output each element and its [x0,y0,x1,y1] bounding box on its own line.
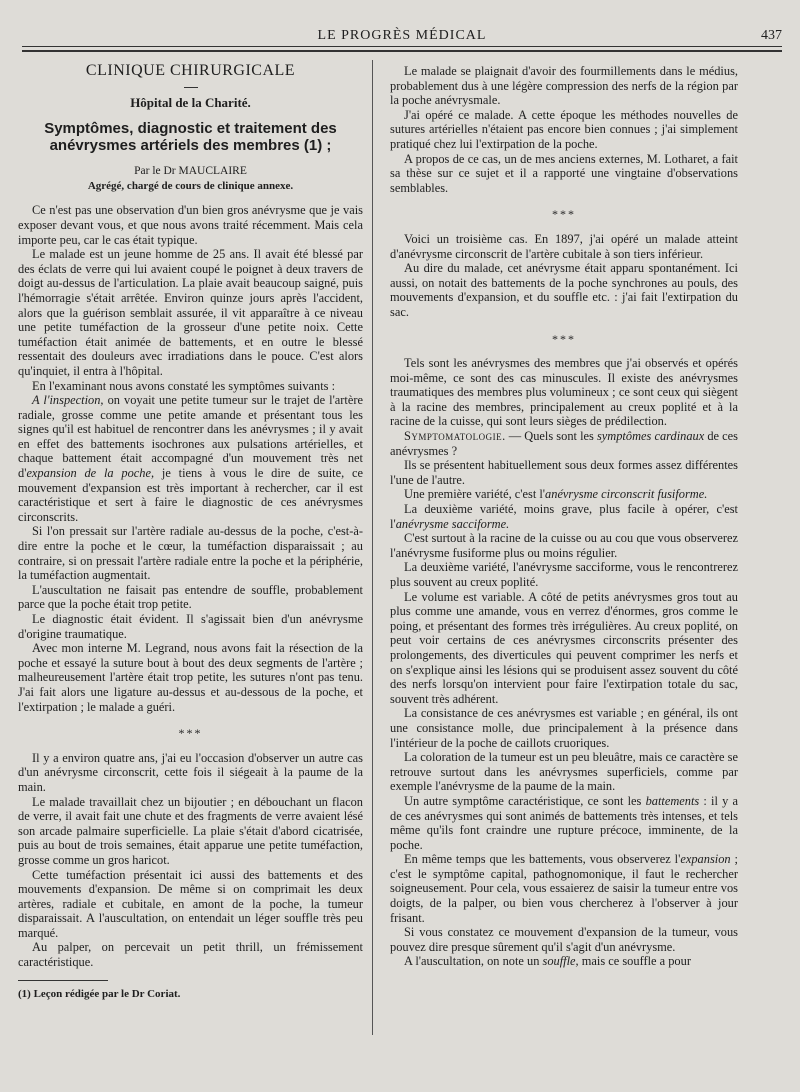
paragraph: Le malade est un jeune homme de 25 ans. Il avait été blessé par des éclats de verre qui lui avaient coupé le poignet à deux travers de doigt au-dessus de l'articulation. La plaie avait beaucoup saigné, puis l'hémorragie s'était arrêtée. Environ quinze jours après l'accident, alors que la guérison semblait assurée, il vit apparaître à ce niveau une petite tuméfaction de la grosseur d'une petite noix. Cette tuméfaction était animée de battements, et en outre le blessé ressentait des douleurs avec irradiations dans le pouce. C'est alors qu'inquiet, il entra à l'hôpital. [18,247,363,378]
hospital-name: Hôpital de la Charité. [130,94,251,110]
paragraph: A propos de ce cas, un de mes anciens externes, M. Lotharet, a fait sa thèse sur ce sujet et il a rapporté une vingtaine d'observations semblables. [390,151,738,195]
paragraph: Voici un troisième cas. En 1897, j'ai opéré un malade atteint d'anévrysme circonscrit de l'artère cubitale à son tiers inférieur. [390,231,738,261]
text: En même temps que les battements, vous observerez l' [404,852,681,867]
left-column [18,58,363,1001]
paragraph: Si vous constatez ce mouvement d'expansion de la tumeur, vous pouvez dire presque sûrement qu'il s'agit d'un anévrysme. [390,925,738,954]
article-title: Symptômes, diagnostic et traitement des anévrysmes artériels des membres (1) ; [44,120,337,155]
paragraph: La consistance de ces anévrysmes est variable ; en général, ils ont une consistance molle, due principalement à la présence dans l'intérieur de la poche de caillots cruoriques. [390,706,738,750]
paragraph: Au dire du malade, cet anévrysme était apparu spontanément. Ici aussi, on notait des battements de la poche synchrones au pouls, des mouvements d'expansion, et du souffle etc. : j'ai fait l'extirpation du sac. [390,261,738,319]
section-heading: Symptomatologie. [404,429,506,444]
footnote: (1) Leçon rédigée par le Dr Coriat. [18,987,181,1000]
page-header [22,26,782,47]
paragraph [390,794,738,852]
paragraph: J'ai opéré ce malade. A cette époque les méthodes nouvelles de sutures artérielles n'étaient pas encore bien connues ; j'ai simplement pratiqué chez lui l'extirpation de la poche. [390,107,738,151]
paragraph [390,487,738,502]
right-column [390,64,738,969]
text: A l'auscultation, on note un [404,954,543,969]
emphasis: A l'inspection, [32,393,104,408]
header-rule [22,50,782,52]
emphasis: battements [645,793,700,808]
column-divider [372,60,373,1035]
emphasis: anévrysme circonscrit fusiforme. [545,487,708,502]
paragraph: Le malade se plaignait d'avoir des fourmillements dans le médius, probablement dus à une légère compression des nerfs de la région par la poche anévrysmale. [390,64,738,108]
paragraph: Le malade travaillait chez un bijoutier ; en débouchant un flacon de verre, il avait fait une chute et des fragments de verre avaient lésé son arcade palmaire superficielle. La plaie s'était d'abord cicatrisée, puis au bout de trois semaines, était apparue une petite tuméfaction, grosse comme un gros haricot. [18,794,363,867]
emphasis: expansion [680,852,731,867]
paragraph: Le diagnostic était évident. Il s'agissait bien d'un anévrysme d'origine traumatique. [18,612,363,641]
paragraph [390,502,738,531]
text: on voyait une petite tumeur sur le trajet de l'artère radiale, grosse comme une petite amande et présentant tous les signes qu'il est habituel de rencontrer dans les anévrysmes ; il y avait en effet des battements isochrones aux pulsations artérielles, et chaque battement était accompagné d'un mouvement très net d' [18,393,363,481]
page-number: 437 [761,28,782,43]
text: La deuxième variété, moins grave, plus facile à opérer, c'est l' [390,502,738,531]
section-title: CLINIQUE CHIRURGICALE [85,62,296,79]
emphasis: anévrysme sacciforme. [395,516,510,531]
paragraph: Si l'on pressait sur l'artère radiale au-dessus de la poche, c'est-à-dire entre la poche et le cœur, la tuméfaction disparaissait ; au contraire, si on pressait l'artère radiale entre la poche et la périphérie, la tuméfaction augmentait. [18,524,363,583]
author-affiliation: Agrégé, chargé de cours de clinique annexe. [87,179,294,192]
section-asterism: *** [178,726,203,741]
paragraph [390,954,738,969]
text: je tiens à vous le dire de suite, ce mouvement d'expansion est très important à rechercher, car il est caractéristique et sert à faire le diagnostic de ces anévrysmes circonscrits. [18,466,363,524]
section-asterism: *** [552,207,576,222]
text: — Quels sont les [505,429,597,444]
paragraph: La coloration de la tumeur est un peu bleuâtre, mais ce caractère se retrouve surtout dans les anévrysmes superficiels, comme par exemple l'anévrysme de la paume de la main. [390,750,738,794]
paragraph [18,393,363,524]
paragraph: En l'examinant nous avons constaté les symptômes suivants : [32,378,336,393]
paragraph: Ils se présentent habituellement sous deux formes assez différentes l'une de l'autre. [390,458,738,487]
emphasis: symptômes cardinaux [596,429,705,444]
paragraph: Le volume est variable. A côté de petits anévrysmes gros tout au plus comme une amande, vous en verrez d'énormes, gros comme le poing, et présentant des formes très irrégulières. Au creux poplité, on peut voir certains de ces anévrysmes circonscrits présenter des prolongements, des diverticules qui peuvent comprimer les nerfs et on s'explique ainsi les lésions qui se produisent assez souvent du côté des nerfs lorsqu'on intervient pour faire l'extirpation totale du sac, souvent très adhérent. [390,589,738,706]
text: Une première variété, c'est l' [404,487,546,502]
title-dash [184,87,198,88]
paragraph [390,429,738,458]
paragraph: L'auscultation ne faisait pas entendre de souffle, probablement parce que la poche était trop petite. [18,582,363,612]
section-asterism: *** [552,331,576,346]
paragraph: Avec mon interne M. Legrand, nous avons fait la résection de la poche et essayé la suture bout à bout des deux segments de l'artère ; malheureusement l'artère était trop petite, les sutures n'ont pas tenu. J'ai fait alors une ligature au-dessus et au-dessous de la poche, et l'extirpation ; le malade a guéri. [18,641,363,714]
paragraph: C'est surtout à la racine de la cuisse ou au cou que vous observerez l'anévrysme fusiforme plus ou moins régulier. [390,531,738,560]
running-title: LE PROGRÈS MÉDICAL [317,28,487,43]
emphasis: souffle, [542,954,579,969]
author-byline: Par le Dr MAUCLAIRE [134,165,247,178]
footnote-rule [18,980,108,981]
paragraph: Tels sont les anévrysmes des membres que j'ai observés et opérés moi-même, ce sont des cas minuscules. Il existe des anévrysmes traumatiques des membres plus volumineux ; ce sont ceux qui siègent à la racine des membres, principalement au creux poplité et à la racine de la cuisse, qui sont leurs sièges de prédilection. [390,356,738,429]
emphasis: expansion de la poche, [26,466,155,481]
text: mais ce souffle a pour [578,954,691,969]
paragraph: La deuxième variété, l'anévrysme sacciforme, vous le rencontrerez plus souvent au creux poplité. [390,560,738,589]
text: Un autre symptôme caractéristique, ce sont les [404,793,646,808]
paragraph [390,852,738,925]
paragraph: Cette tuméfaction présentait ici aussi des battements et des mouvements d'expansion. De même si on comprimait les deux artères, radiale et cubitale, en amont de la poche, la tumeur disparaissait. A l'auscultation, on entendait un léger souffle très peu marqué. [18,867,363,940]
text: ; c'est le symptôme capital, pathognomonique, il faut le rechercher soigneusement. Pour cela, vous essaierez de saisir la tumeur entre vos doigts, de la palper, ou bien vous chercherez à l'observer à jour frisant. [390,852,738,925]
text: de ces anévrysmes ? [390,429,738,458]
paragraph: Il y a environ quatre ans, j'ai eu l'occasion d'observer un autre cas d'un anévrysme circonscrit, cette fois il siégeait à la paume de la main. [18,750,363,794]
paragraph: Ce n'est pas une observation d'un bien gros anévrysme que je vais exposer devant vous, et que nous avons traité récemment. Mais cela importe peu, car le cas était typique. [18,203,363,247]
paragraph: Au palper, on percevait un petit thrill, un frémissement caractéristique. [18,940,363,970]
text: : il y a de ces anévrysmes qui sont animés de battements très intenses, et tels même qu'ils font craindre une rupture précoce, imminente, de la poche. [390,793,738,852]
